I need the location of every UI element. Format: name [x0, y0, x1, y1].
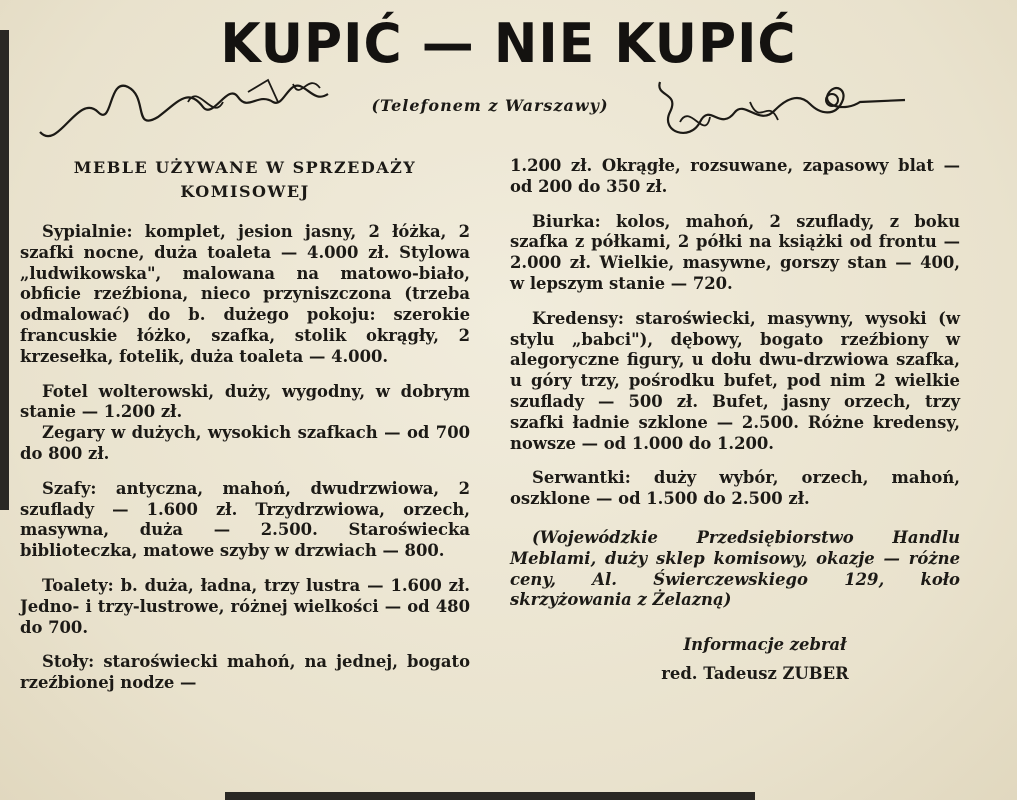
article-paragraph [510, 309, 960, 455]
paragraph-lead: Fotel [42, 381, 88, 401]
paragraph-lead: Toalety: [42, 575, 114, 595]
paragraph-text: antyczna, mahoń, dwudrzwiowa, 2 szuflady — 1.600 zł. Trzydrzwiowa, orzech, masywna, duża — 2.500. Staroświecka biblioteczka, matowe szyby w drzwiach — 800. [20, 478, 470, 561]
author-line: red. Tadeusz ZUBER [661, 663, 849, 683]
article-paragraph [20, 652, 470, 694]
subtitle: (Telefonem z Warszawy) [371, 96, 609, 115]
paragraph-text: 1.200 zł. Okrągłe, rozsuwane, zapasowy blat — od 200 do 350 zł. [510, 156, 960, 196]
paragraph-text: staroświecki, masywny, wysoki (w stylu „babci"), dębowy, bogato rzeźbiony w alegoryczne figury, u dołu dwu-drzwiowa szafka, u góry trzy, pośrodku bufet, pod nim 2 wielkie szuflady — 500 zł. Bufet, jasny orzech, trzy szafki ładnie szklone — 2.500. Różne kredensy, nowsze — od 1.000 do 1.200. [510, 308, 960, 453]
paragraph-text: wolterowski, duży, wygodny, w dobrym stanie — 1.200 zł. [20, 381, 470, 422]
paragraph-lead: Stoły: [42, 652, 95, 672]
headline: KUPIĆ — NIE KUPIĆ [220, 12, 797, 76]
paragraph-lead: Sypialnie: [42, 222, 133, 241]
credits [510, 635, 960, 685]
right-column [510, 156, 960, 685]
article-paragraph [510, 468, 960, 510]
article-paragraph [20, 576, 470, 638]
paragraph-text: duży wybór, orzech, mahoń, oszklone — od 1.500 do 2.500 zł. [510, 468, 960, 509]
paragraph-lead: Szafy: [42, 478, 97, 498]
paragraph-text: staroświecki mahoń, na jednej, bogato rzeźbionej nodze — [20, 652, 470, 693]
scan-edge-shadow [0, 30, 9, 510]
left-column [20, 156, 470, 694]
paragraph-text: b. duża, ładna, trzy lustra — 1.600 zł. Jedno- i trzy-lustrowe, różnej wielkości — od 480 do 700. [20, 575, 470, 637]
article-paragraph [510, 212, 960, 295]
firm-note: (Wojewódzkie Przedsiębiorstwo Handlu Meblami, duży sklep komisowy, okazje — różne ceny, Al. Świerczewskiego 129, koło skrzyżowania z Żelazną) [510, 527, 960, 610]
right-flourish-illustration [650, 72, 910, 152]
paragraph-text: kolos, mahoń, 2 szuflady, z boku szafka z półkami, 2 półki na książki od frontu — 2.000 zł. Wielkie, masywne, gorszy stan — 400, w lepszym stanie — 720. [510, 211, 960, 293]
article-paragraph [510, 156, 960, 198]
article-paragraph [20, 479, 470, 562]
paragraph-lead: Serwantki: [532, 468, 631, 488]
paragraph-text: w dużych, wysokich szafkach — od 700 do 800 zł. [20, 423, 470, 463]
article-paragraph [20, 382, 470, 424]
article-paragraph [20, 222, 470, 368]
paragraph-lead: Kredensy: [532, 308, 624, 328]
paragraph-lead: Biurka: [532, 211, 601, 231]
paragraph-lead: Zegary [42, 423, 105, 443]
credits-line: Informacje zebrał [683, 635, 847, 655]
section-title: MEBLE UŻYWANE W SPRZEDAŻY KOMISOWEJ [73, 158, 417, 201]
bottom-rule [225, 792, 755, 800]
left-flourish-illustration [38, 72, 338, 152]
paragraph-text: komplet, jesion jasny, 2 łóżka, 2 szafki nocne, duża toaleta — 4.000 zł. Stylowa „ludwikowska", malowana na matowo-biało, obficie rzeźbiona, nieco przyniszczona (trzeba odmalować) do b. dużego pokoju: szerokie francuskie łóżko, szafka, stolik okrągły, 2 krzesełka, fotelik, duża toaleta — 4.000. [20, 222, 470, 366]
article-paragraph [20, 423, 470, 465]
